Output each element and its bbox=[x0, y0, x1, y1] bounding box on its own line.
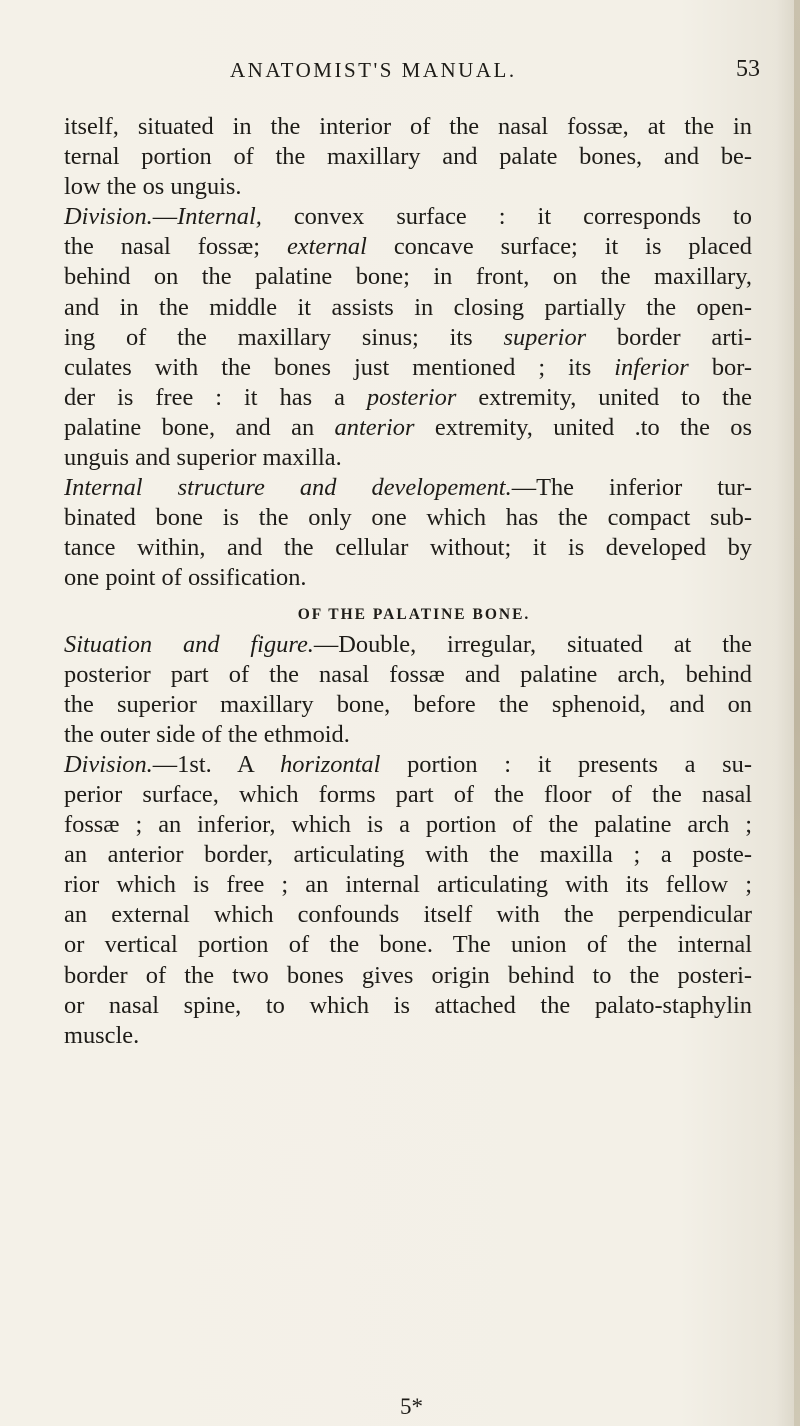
text-run: —Double, irregular, situated at the bbox=[313, 630, 752, 658]
paragraph bbox=[64, 202, 764, 473]
text-line bbox=[64, 323, 764, 353]
text-run: unguis and superior maxilla. bbox=[64, 444, 342, 472]
text-line bbox=[64, 991, 764, 1021]
text-line bbox=[64, 473, 764, 503]
italic-run: anterior bbox=[334, 413, 415, 441]
text-block-palatine bbox=[64, 630, 764, 1051]
text-line bbox=[64, 930, 764, 960]
page-number: 53 bbox=[736, 56, 760, 82]
text-line bbox=[64, 142, 764, 172]
text-run: portion : it presents a su- bbox=[380, 750, 752, 778]
text-run: the outer side of the ethmoid. bbox=[64, 720, 350, 748]
text-run: behind on the palatine bone; in front, on the maxillary, bbox=[64, 263, 752, 291]
paragraph bbox=[64, 473, 764, 593]
text-run: the superior maxillary bone, before the sphenoid, and on bbox=[64, 690, 752, 718]
italic-run: inferior bbox=[614, 353, 689, 381]
text-line bbox=[64, 720, 764, 750]
text-line bbox=[64, 780, 764, 810]
text-run: one point of ossification. bbox=[64, 564, 307, 592]
italic-run: posterior bbox=[366, 383, 457, 411]
text-line bbox=[64, 630, 764, 660]
running-head-title: ANATOMIST'S MANUAL. bbox=[230, 58, 517, 82]
page-body bbox=[64, 112, 764, 1051]
text-run: culates with the bones just mentioned ; its bbox=[64, 353, 615, 381]
text-run: perior surface, which forms part of the floor of the nasal bbox=[64, 780, 752, 808]
text-run: extremity, united to the bbox=[456, 383, 752, 411]
text-run: — bbox=[152, 203, 178, 231]
signature-mark: 5* bbox=[400, 1394, 423, 1419]
text-line bbox=[64, 503, 764, 533]
text-run: itself, situated in the interior of the nasal fossæ, at the in bbox=[64, 113, 752, 140]
text-run: muscle. bbox=[64, 1021, 140, 1049]
text-run: convex surface : it corresponds to bbox=[261, 203, 752, 231]
text-line bbox=[64, 293, 764, 323]
text-run: ternal portion of the maxillary and palate bones, and be- bbox=[64, 143, 752, 171]
text-run: binated bone is the only one which has the compact sub- bbox=[64, 504, 752, 532]
italic-run: horizontal bbox=[280, 750, 381, 778]
text-line bbox=[64, 563, 764, 593]
text-run: rior which is free ; an internal articulating with its fellow ; bbox=[64, 871, 752, 899]
italic-run: superior bbox=[503, 323, 587, 351]
text-line bbox=[64, 900, 764, 930]
text-run: low the os unguis. bbox=[64, 173, 242, 201]
text-line bbox=[64, 202, 764, 232]
italic-run: Division. bbox=[64, 750, 153, 778]
text-line bbox=[64, 961, 764, 991]
text-run: posterior part of the nasal fossæ and palatine arch, behind bbox=[64, 660, 752, 688]
text-run: der is free : it has a bbox=[64, 383, 367, 411]
paragraph bbox=[64, 112, 764, 202]
text-run: palatine bone, and an bbox=[64, 413, 335, 441]
paragraph bbox=[64, 630, 764, 750]
text-run: an anterior border, articulating with the maxilla ; a poste- bbox=[64, 841, 752, 869]
text-run: —1st. A bbox=[152, 750, 281, 778]
section-heading: OF THE PALATINE BONE. bbox=[297, 605, 531, 623]
text-line bbox=[64, 112, 764, 142]
text-line bbox=[64, 660, 764, 690]
italic-run: Division. bbox=[64, 203, 153, 231]
text-run: or nasal spine, to which is attached the palato-staphylin bbox=[64, 991, 752, 1019]
text-line bbox=[64, 262, 764, 292]
text-line bbox=[64, 840, 764, 870]
text-run: fossæ ; an inferior, which is a portion of the palatine arch ; bbox=[64, 811, 752, 839]
text-line bbox=[64, 383, 764, 413]
text-run: bor- bbox=[688, 353, 752, 381]
italic-run: Situation and figure. bbox=[64, 630, 314, 658]
running-head bbox=[150, 58, 790, 88]
text-run: and in the middle it assists in closing partially the open- bbox=[64, 293, 752, 321]
text-run: the nasal fossæ; bbox=[64, 233, 287, 261]
page-edge bbox=[794, 0, 800, 1426]
text-line bbox=[64, 810, 764, 840]
text-run: ing of the maxillary sinus; its bbox=[64, 323, 504, 351]
text-line bbox=[64, 1021, 764, 1051]
text-run: border arti- bbox=[586, 323, 752, 351]
text-run: an external which confounds itself with the perpendicular bbox=[64, 901, 752, 929]
text-line bbox=[64, 413, 764, 443]
paragraph bbox=[64, 750, 764, 1051]
text-line bbox=[64, 232, 764, 262]
text-run: border of the two bones gives origin behind to the posteri- bbox=[64, 961, 752, 989]
text-line bbox=[64, 443, 764, 473]
text-line bbox=[64, 870, 764, 900]
text-line bbox=[64, 533, 764, 563]
text-run: tance within, and the cellular without; it is developed by bbox=[64, 534, 752, 562]
text-run: or vertical portion of the bone. The union of the internal bbox=[64, 931, 752, 959]
italic-run: Internal, bbox=[177, 203, 262, 231]
text-run: extremity, united .to the os bbox=[414, 413, 752, 441]
text-line bbox=[64, 172, 764, 202]
italic-run: Internal structure and developement. bbox=[64, 474, 512, 502]
text-line bbox=[64, 690, 764, 720]
text-run: concave surface; it is placed bbox=[366, 233, 752, 261]
text-line bbox=[64, 750, 764, 780]
italic-run: external bbox=[286, 233, 367, 261]
text-block-turbinated bbox=[64, 112, 764, 594]
text-run: —The inferior tur- bbox=[511, 474, 752, 502]
text-line bbox=[64, 353, 764, 383]
